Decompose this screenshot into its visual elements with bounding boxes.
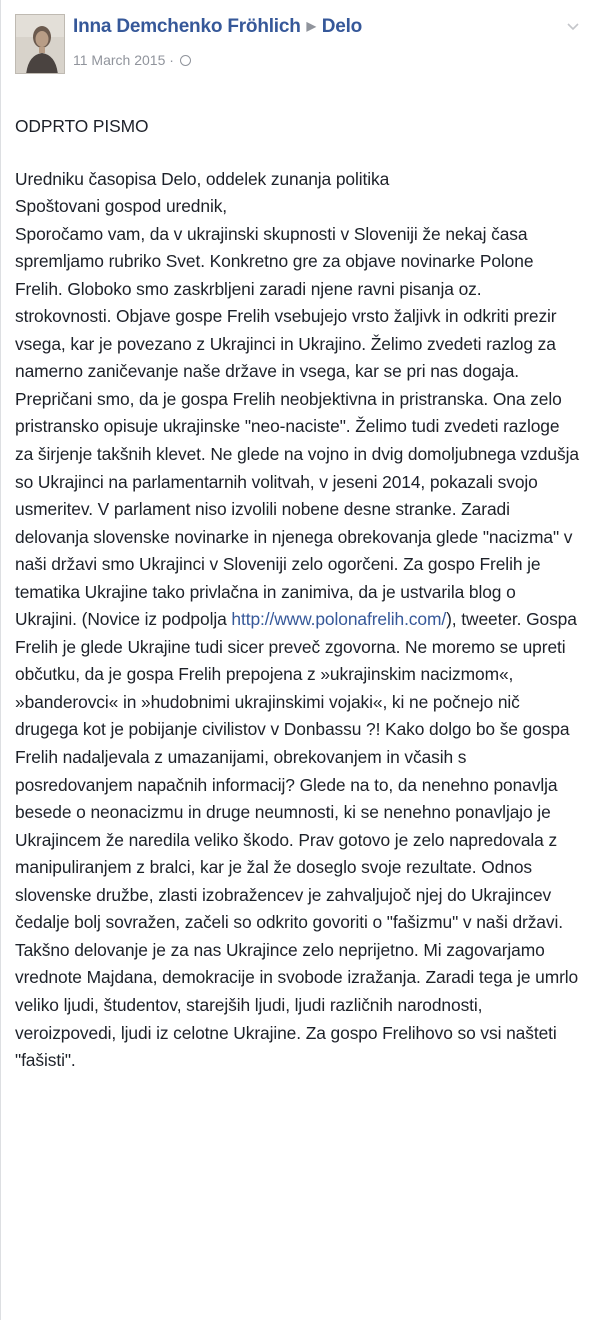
post-body: [15, 113, 589, 1075]
text-line: usmeritev. V parlament niso izvolili nobene desne stranke. Zaradi: [15, 499, 510, 520]
text-line-with-link: [15, 606, 589, 634]
letter-paragraph-2: [15, 634, 589, 1075]
text-line: drugega kot je pobijanje civilistov v Donbassu ?! Kako dolgo bo še gospa: [15, 719, 570, 740]
post-timestamp[interactable]: 11 March 2015 ·: [73, 52, 174, 68]
text-line: delovanja slovenske novinarke in njenega obrekovanja glede "nacizma" v: [15, 526, 573, 547]
author-name-link[interactable]: Inna Demchenko Fröhlich: [73, 16, 301, 37]
text-line: Frelih je glede Ukrajine tudi sicer preveč zgovorna. Ne moremo se upreti: [15, 636, 566, 657]
text-line: čedalje bolj sovražen, začeli so odkrito govoriti o "fašizmu" v naši državi.: [15, 912, 563, 933]
letter-title: ODPRTO PISMO: [15, 116, 149, 136]
post-meta: [73, 52, 191, 68]
text-line: Ukrajincem že naredila veliko škodo. Prav gotovo je zelo napredovala z: [15, 829, 558, 850]
text-line: tematika Ukrajine tako privlačna in zanimiva, da je ustvarila blog o: [15, 581, 516, 602]
text-line: vsega, kar je povezano z Ukrajinci in Ukrajino. Želimo zvedeti razlog za: [15, 333, 556, 354]
text-line: Takšno delovanje je za nas Ukrajince zelo neprijetno. Mi zagovarjamo: [15, 939, 545, 960]
text-line: namerno zaničevanje naše države in vsega, kar se pri nas dogaja.: [15, 361, 520, 382]
avatar[interactable]: [15, 14, 65, 74]
text-line: strokovnosti. Objave gospe Frelih vsebujejo vrsto žaljivk in odkriti prezir: [15, 306, 557, 327]
text-line: pristransko opisuje ukrajinske "neo-naciste". Želimo tudi zvedeti razloge: [15, 416, 560, 437]
avatar-photo-icon: [16, 15, 65, 74]
post-header: [15, 14, 586, 94]
globe-icon: [180, 55, 191, 66]
text-line: so Ukrajinci na parlamentarnih volitvah, v jeseni 2014, pokazali svojo: [15, 471, 538, 492]
text-line: Uredniku časopisa Delo, oddelek zunanja politika: [15, 168, 390, 189]
text-line: posredovanjem napačnih informacij? Glede na to, da nenehno ponavlja: [15, 774, 558, 795]
text-segment: Ukrajini. (Novice iz podpolja: [15, 609, 232, 630]
blog-link[interactable]: http://www.polonafrelih.com/: [231, 609, 447, 630]
text-line: Sporočamo vam, da v ukrajinski skupnosti v Sloveniji že nekaj časa: [15, 223, 528, 244]
target-page-link[interactable]: Delo: [321, 16, 363, 37]
text-line: besede o neonacizmu in druge neumnosti, ki se nenehno ponavljajo je: [15, 802, 551, 823]
text-line: naši državi smo Ukrajinci v Sloveniji zelo ogorčeni. Za gospo Frelih je: [15, 554, 541, 575]
chevron-down-icon[interactable]: [566, 20, 580, 34]
text-line: občutku, da je gospa Frelih prepojena z »ukrajinskim nacizmom«,: [15, 664, 514, 685]
text-line: spremljamo rubriko Svet. Konkretno gre za objave novinarke Polone: [15, 251, 534, 272]
text-line: veroizpovedi, ljudi iz celotne Ukrajine. Za gospo Frelihovo so vsi našteti: [15, 1022, 557, 1043]
text-line: Prepričani smo, da je gospa Frelih neobjektivna in pristranska. Ona zelo: [15, 388, 562, 409]
text-line: Spoštovani gospod urednik,: [15, 196, 228, 217]
letter-paragraph-1: [15, 166, 589, 607]
text-line: vrednote Majdana, demokracije in svobode izražanja. Zaradi tega je umrlo: [15, 967, 579, 988]
triangle-right-icon: ▶: [306, 19, 316, 33]
text-line: slovenske družbe, zlasti izobražencev je zahvaljujoč njej do Ukrajincev: [15, 884, 552, 905]
text-line: "fašisti".: [15, 1050, 76, 1071]
text-line: »banderovci« in »hudobnimi ukrajinskimi vojaki«, ki ne počnejo nič: [15, 691, 520, 712]
text-line: Frelih. Globoko smo zaskrbljeni zaradi njene ravni pisanja oz.: [15, 278, 482, 299]
text-line: Frelih nadaljevala z umazanijami, obrekovanjem in včasih s: [15, 747, 467, 768]
text-line: za širjenje takšnih klevet. Ne glede na vojno in dvig domoljubnega vzdušja: [15, 444, 579, 465]
text-line: manipuliranjem z bralci, kar je žal že doseglo svoje rezultate. Odnos: [15, 857, 533, 878]
text-line: veliko ljudi, študentov, starejših ljudi, ljudi različnih narodnosti,: [15, 994, 483, 1015]
post-author-line: [73, 16, 362, 38]
text-segment: ), tweeter. Gospa: [446, 609, 577, 630]
